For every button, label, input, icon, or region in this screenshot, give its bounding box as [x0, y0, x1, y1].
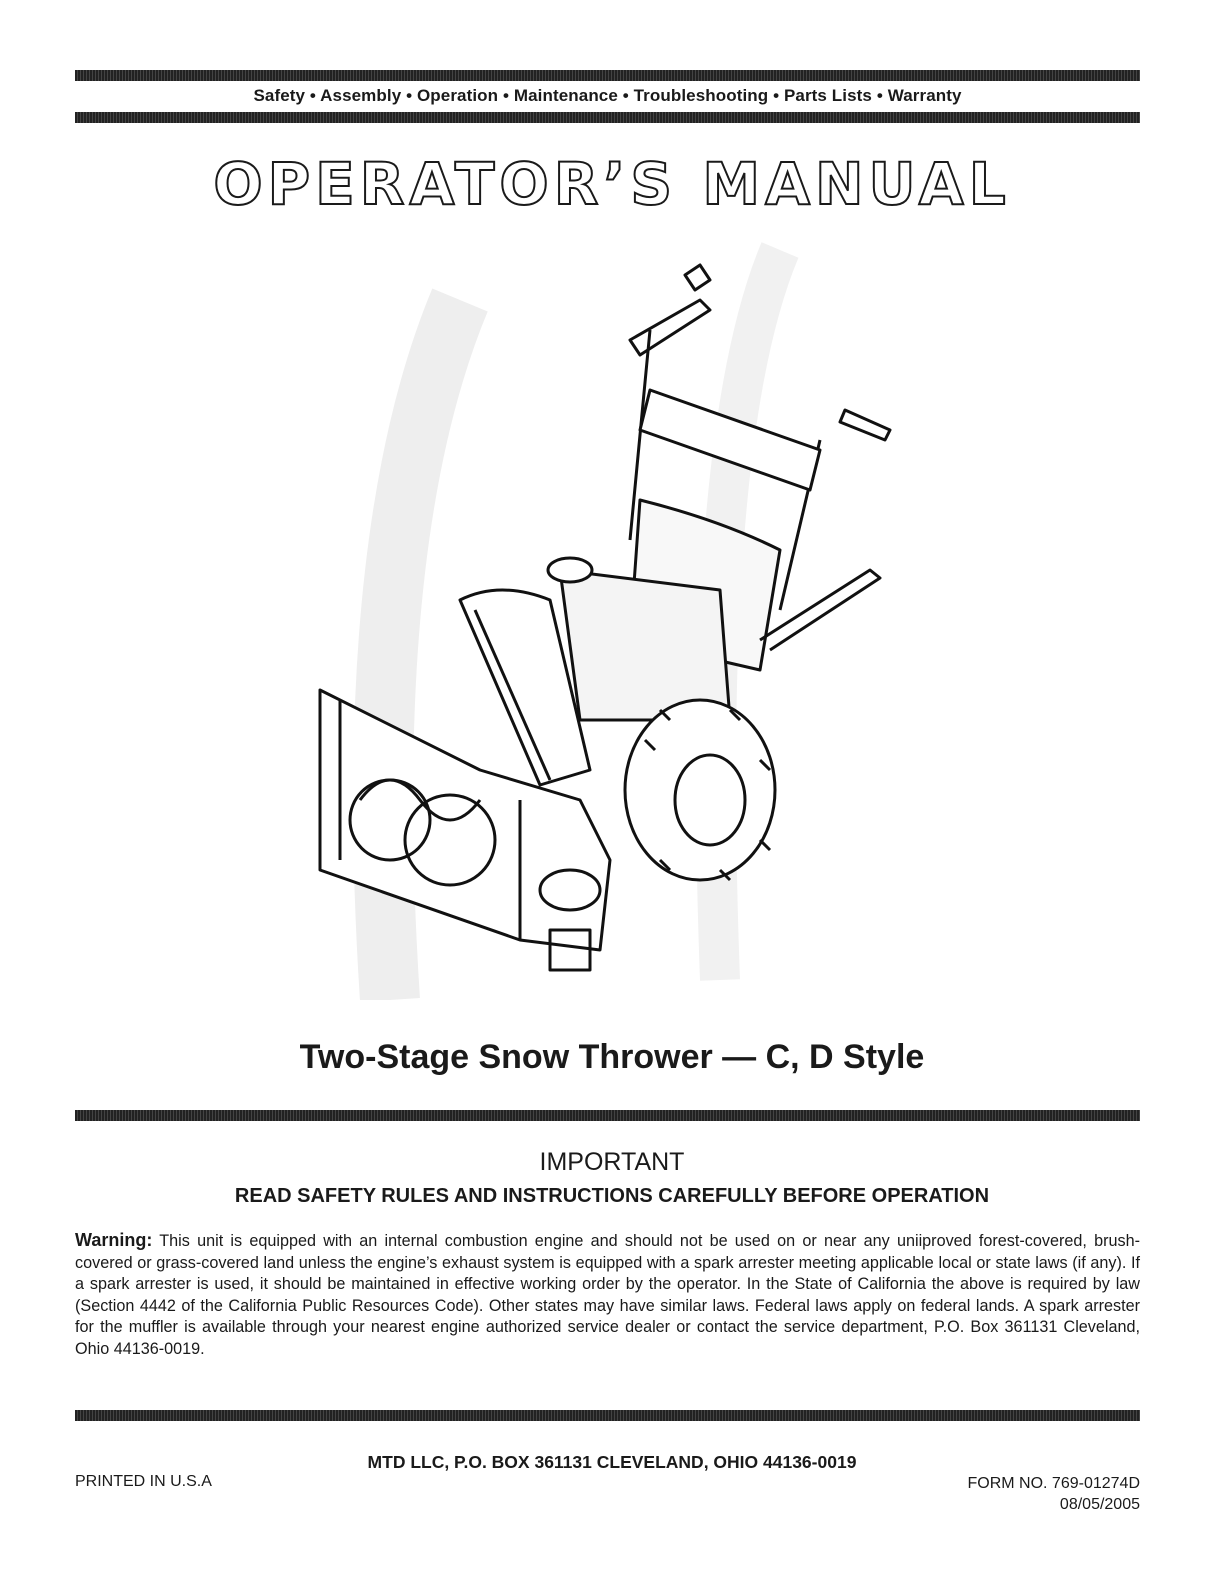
printed-in: PRINTED IN U.S.A — [75, 1473, 212, 1490]
snow-thrower-illustration — [300, 240, 920, 1000]
top-rule-lower — [75, 112, 1140, 123]
safety-instruction: READ SAFETY RULES AND INSTRUCTIONS CAREFULLY BEFORE OPERATION — [234, 1185, 990, 1207]
form-number: FORM NO. 769-01274D — [967, 1475, 1140, 1492]
product-subtitle: Two-Stage Snow Thrower — C, D Style — [299, 1038, 925, 1076]
company-address: MTD LLC, P.O. BOX 361131 CLEVELAND, OHIO 44136-0019 — [367, 1452, 857, 1472]
manual-title: OPERATOR’S MANUAL — [213, 150, 1011, 218]
warning-text: This unit is equipped with an internal combustion engine and should not be used on or near any uniiproved forest-covered, brush-covered or grass-covered land unless the engine’s exhaust system is equipped with a spark arrester meeting applicable local or state laws (if any). If a spark arrester is used, it should be maintained in effective working order by the operator. In the State of California the above is required by law (Section 4442 of the California Public Resources Code). Other states may have similar laws. Federal laws apply on federal lands. A spark arrester for the muffler is available through your nearest engine authorized service dealer or contact the service department, P.O. Box 361131 Cleveland, Ohio 44136-0019. — [75, 1232, 1140, 1358]
mid-rule — [75, 1110, 1140, 1121]
form-info — [967, 1473, 1140, 1515]
section-nav: Safety • Assembly • Operation • Maintenance • Troubleshooting • Parts Lists • Warranty — [253, 86, 962, 105]
warning-paragraph — [75, 1230, 1140, 1360]
top-rule — [75, 70, 1140, 81]
warning-label: Warning: — [75, 1230, 153, 1250]
bottom-rule — [75, 1410, 1140, 1421]
form-date: 08/05/2005 — [1059, 1496, 1140, 1513]
important-heading: IMPORTANT — [539, 1148, 685, 1176]
